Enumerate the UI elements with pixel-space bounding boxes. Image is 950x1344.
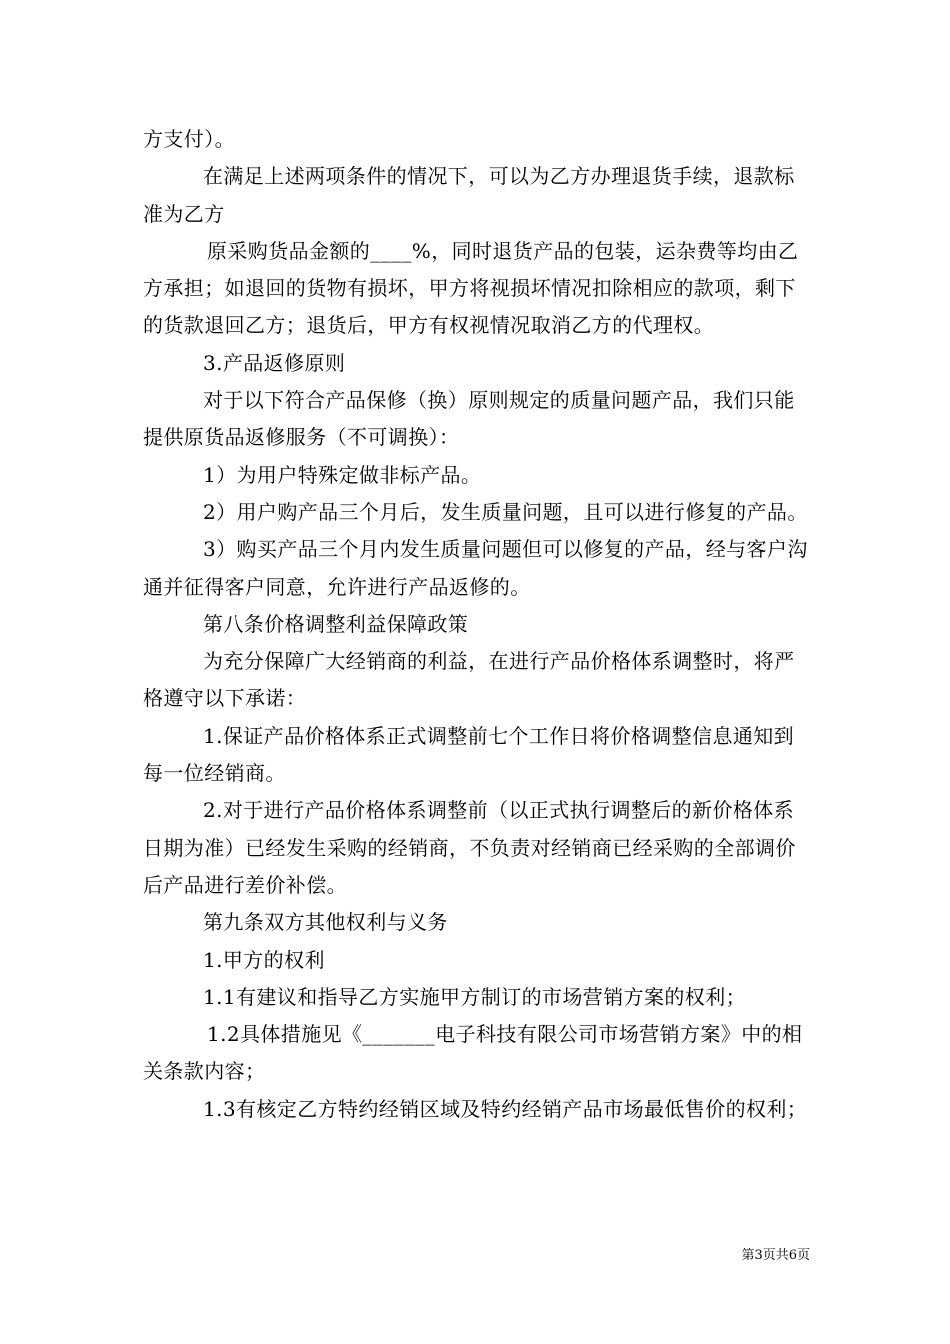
list-item: 3）购买产品三个月内发生质量问题但可以修复的产品，经与客户沟通并征得客户同意，允许进行产品返修的。: [143, 537, 808, 599]
paragraph: 在满足上述两项条件的情况下，可以为乙方办理退货手续，退款标准为乙方: [143, 164, 795, 226]
list-item: 1.2具体措施见《_______电子科技有限公司市场营销方案》中的相关条款内容；: [143, 1022, 803, 1084]
paragraph: 方支付）。: [143, 127, 235, 151]
paragraph: 原采购货品金额的____%，同时退货产品的包装，运杂费等均由乙方承担；如退回的货物有损坏，甲方将视损坏情况扣除相应的款项，剩下的货款退回乙方；退货后，甲方有权视情况取消乙方的代理权。: [143, 238, 799, 338]
list-item: 2.对于进行产品价格体系调整前（以正式执行调整后的新价格体系日期为准）已经发生采购的经销商，不负责对经销商已经采购的全部调价后产品进行差价补偿。: [143, 798, 796, 897]
article-heading: 第八条价格调整利益保障政策: [203, 611, 469, 636]
list-item: 1.3有核定乙方特约经销区域及特约经销产品市场最低售价的权利；: [203, 1096, 808, 1121]
page-number-footer: 第3页共6页: [741, 1248, 810, 1263]
paragraph: 对于以下符合产品保修（换）原则规定的质量问题产品，我们只能提供原货品返修服务（不可调换）：: [143, 388, 795, 450]
section-heading: 1.甲方的权利: [203, 947, 325, 972]
document-body: [143, 121, 810, 1128]
section-heading: 3.产品返修原则: [203, 350, 346, 375]
list-item: 1.1有建议和指导乙方实施甲方制订的市场营销方案的权利；: [203, 984, 747, 1009]
list-item: 2）用户购产品三个月后，发生质量问题，且可以进行修复的产品。: [203, 499, 808, 524]
list-item: 1.保证产品价格体系正式调整前七个工作日将价格调整信息通知到每一位经销商。: [143, 723, 795, 786]
list-item: 1）为用户特殊定做非标产品。: [203, 462, 482, 487]
article-heading: 第九条双方其他权利与义务: [203, 910, 448, 935]
paragraph: 为充分保障广大经销商的利益，在进行产品价格体系调整时，将严格遵守以下承诺：: [143, 649, 795, 711]
